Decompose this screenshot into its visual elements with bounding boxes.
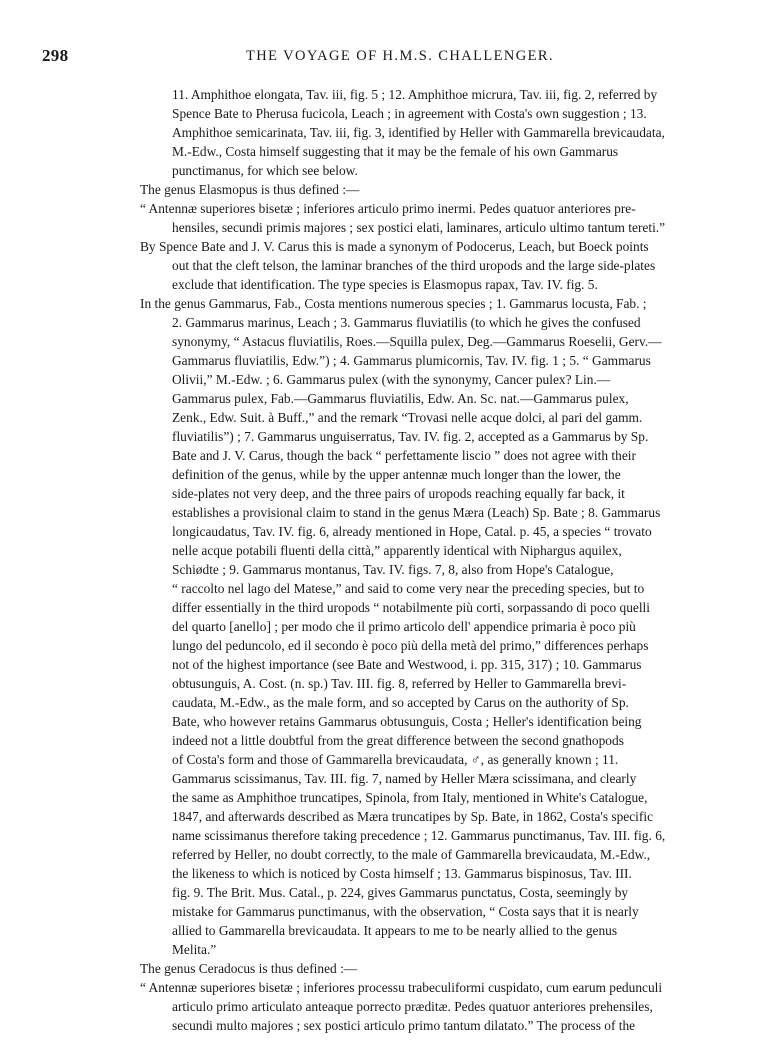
text-line: By Spence Bate and J. V. Carus this is made a synonym of Podocerus, Leach, but Boeck points <box>140 239 649 254</box>
text-line: 1847, and afterwards described as Mæra truncatipes by Sp. Bate, in 1862, Costa's specific <box>172 809 654 824</box>
text-line: articulo primo articulato anteaque porrecto præditæ. Pedes quatuor anteriores prehensiles, <box>172 999 653 1014</box>
text-line: definition of the genus, while by the upper antennæ much longer than the lower, the <box>172 467 621 482</box>
text-line: fluviatilis”) ; 7. Gammarus unguiserratus, Tav. IV. fig. 2, accepted as a Gammarus by Sp. <box>172 429 649 444</box>
text-line: secundi multo majores ; sex postici articulo primo tantum dilatato.” The process of the <box>172 1018 636 1033</box>
text-line: mistake for Gammarus punctimanus, with the observation, “ Costa says that it is nearly <box>172 904 639 919</box>
text-line: synonymy, “ Astacus fluviatilis, Roes.—Squilla pulex, Deg.—Gammarus Roeselii, Gerv.— <box>172 334 662 349</box>
text-line: The genus Elasmopus is thus defined :— <box>140 182 360 197</box>
text-line: caudata, M.-Edw., as the male form, and so accepted by Carus on the authority of Sp. <box>172 695 629 710</box>
text-line: indeed not a little doubtful from the great difference between the second gnathopods <box>172 733 624 748</box>
text-line: not of the highest importance (see Bate and Westwood, i. pp. 315, 317) ; 10. Gammarus <box>172 657 642 672</box>
text-line: Schiødte ; 9. Gammarus montanus, Tav. IV. figs. 7, 8, also from Hope's Catalogue, <box>172 562 614 577</box>
text-line: lungo del peduncolo, ed il secondo è poco più della metà del primo,” differences perhaps <box>172 638 649 653</box>
text-line: punctimanus, for which see below. <box>172 163 358 178</box>
text-line: Bate, who however retains Gammarus obtusunguis, Costa ; Heller's identification being <box>172 714 642 729</box>
text-line: referred by Heller, no doubt correctly, to the male of Gammarella brevicaudata, M.-Edw., <box>172 847 651 862</box>
text-line: 2. Gammarus marinus, Leach ; 3. Gammarus fluviatilis (to which he gives the confused <box>172 315 641 330</box>
text-line: of Costa's form and those of Gammarella brevicaudata, ♂, as generally known ; 11. <box>172 752 619 767</box>
text-line: The genus Ceradocus is thus defined :— <box>140 961 358 976</box>
text-line: Zenk., Edw. Suit. à Buff.,” and the remark “Trovasi nelle acque dolci, al pari del gamm. <box>172 410 643 425</box>
text-line: nelle acque potabili fluenti della città,” apparently identical with Niphargus aquilex, <box>172 543 622 558</box>
running-title: THE VOYAGE OF H.M.S. CHALLENGER. <box>246 48 554 64</box>
text-line: Gammarus fluviatilis, Edw.”) ; 4. Gammarus plumicornis, Tav. IV. fig. 1 ; 5. “ Gammarus <box>172 353 651 368</box>
text-line: name scissimanus therefore taking precedence ; 12. Gammarus punctimanus, Tav. III. fig. 6, <box>172 828 666 843</box>
text-line: Gammarus scissimanus, Tav. III. fig. 7, named by Heller Mæra scissimana, and clearly <box>172 771 637 786</box>
text-line: “ raccolto nel lago del Matese,” and said to come very near the preceding species, but to <box>172 581 645 596</box>
page-header <box>0 46 776 70</box>
text-line: allied to Gammarella brevicaudata. It appears to me to be nearly allied to the genus <box>172 923 618 938</box>
text-line: longicaudatus, Tav. IV. fig. 6, already mentioned in Hope, Catal. p. 45, a species “ trovato <box>172 524 652 539</box>
text-line: fig. 9. The Brit. Mus. Catal., p. 224, gives Gammarus punctatus, Costa, seemingly by <box>172 885 629 900</box>
text-line: Olivii,” M.-Edw. ; 6. Gammarus pulex (with the synonymy, Cancer pulex? Lin.— <box>172 372 611 387</box>
text-line: del quarto [anello] ; per modo che il primo articolo dell' appendice primaria è poco più <box>172 619 636 634</box>
text-line: Gammarus pulex, Fab.—Gammarus fluviatilis, Edw. An. Sc. nat.—Gammarus pulex, <box>172 391 629 406</box>
text-line: the same as Amphithoe truncatipes, Spinola, from Italy, mentioned in White's Catalogue, <box>172 790 648 805</box>
text-line: out that the cleft telson, the laminar branches of the third uropods and the large side-plates <box>172 258 656 273</box>
text-line: the likeness to which is noticed by Costa himself ; 13. Gammarus bispinosus, Tav. III. <box>172 866 632 881</box>
text-line: side-plates not very deep, and the three pairs of uropods reaching equally far back, it <box>172 486 625 501</box>
text-line: Spence Bate to Pherusa fucicola, Leach ; in agreement with Costa's own suggestion ; 13. <box>172 106 647 121</box>
text-line: hensiles, secundi primis majores ; sex postici elati, laminares, articulo ultimo tantum tereti.” <box>172 220 666 235</box>
text-line: 11. Amphithoe elongata, Tav. iii, fig. 5 ; 12. Amphithoe micrura, Tav. iii, fig. 2, referred by <box>172 87 658 102</box>
text-line: establishes a provisional claim to stand in the genus Mæra (Leach) Sp. Bate ; 8. Gammarus <box>172 505 661 520</box>
text-line: “ Antennæ superiores bisetæ ; inferiores articulo primo inermi. Pedes quatuor anteriores pre- <box>140 201 636 216</box>
page-number: 298 <box>42 46 69 65</box>
text-line: obtusunguis, A. Cost. (n. sp.) Tav. III. fig. 8, referred by Heller to Gammarella brevi- <box>172 676 627 691</box>
text-line: exclude that identification. The type species is Elasmopus rapax, Tav. IV. fig. 5. <box>172 277 598 292</box>
text-line: Amphithoe semicarinata, Tav. iii, fig. 3, identified by Heller with Gammarella brevicaudata, <box>172 125 665 140</box>
text-line: Melita.” <box>172 942 217 957</box>
text-line: In the genus Gammarus, Fab., Costa mentions numerous species ; 1. Gammarus locusta, Fab. ; <box>140 296 647 311</box>
text-line: differ essentially in the third uropods “ notabilmente più corti, sorpassando di poco quelli <box>172 600 650 615</box>
text-line: “ Antennæ superiores bisetæ ; inferiores processu trabeculiformi cuspidato, cum earum pedunculi <box>140 980 663 995</box>
text-line: M.-Edw., Costa himself suggesting that it may be the female of his own Gammarus <box>172 144 619 159</box>
text-line: Bate and J. V. Carus, though the back “ perfettamente liscio ” does not agree with their <box>172 448 636 463</box>
